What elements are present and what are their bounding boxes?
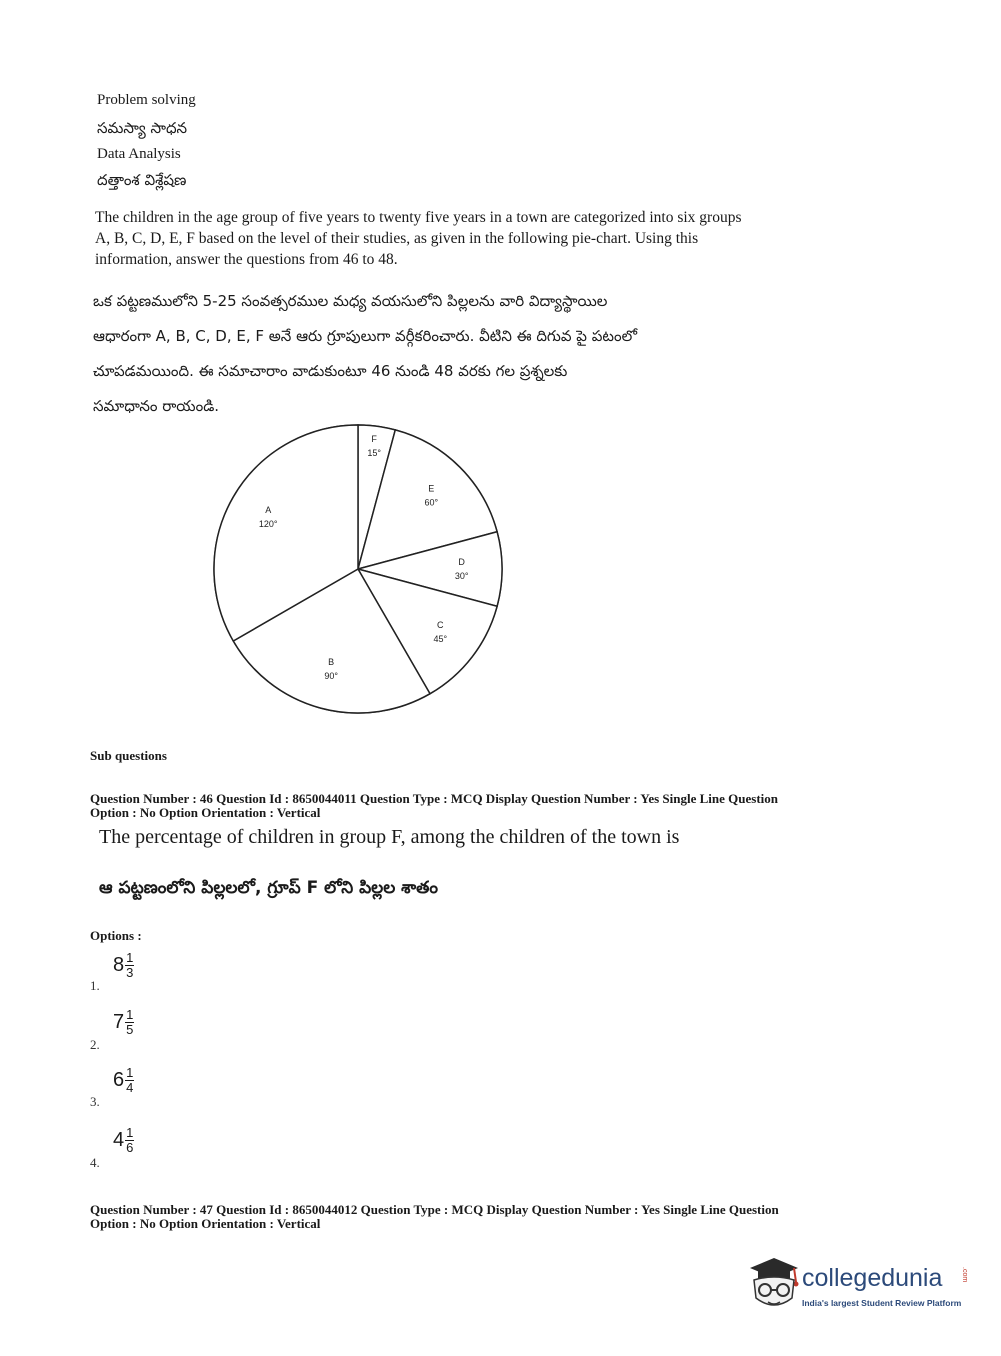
option-1[interactable] (113, 951, 134, 980)
sub-questions-label: Sub questions (90, 748, 167, 763)
pie-value-e: 60° (424, 497, 439, 508)
pie-value-c: 45° (433, 634, 448, 645)
option-3-denominator: 4 (126, 1080, 134, 1095)
mascot-icon (744, 1254, 800, 1316)
option-3-numerator: 1 (126, 1065, 134, 1080)
pie-label-b: B (328, 657, 335, 668)
section-title-te: సమస్యా సాధన (97, 119, 188, 137)
option-4-number: 4. (90, 1155, 100, 1170)
pie-value-a: 120° (258, 519, 278, 530)
q47-meta-line-2: Option : No Option Orientation : Vertical (90, 1216, 321, 1231)
option-2-denominator: 5 (126, 1022, 134, 1037)
section-title-en: Problem solving (97, 92, 196, 108)
option-3-whole: 6 (113, 1069, 125, 1091)
passage-te-line-4: సమాధానం రాయండి. (93, 397, 220, 415)
option-3[interactable] (113, 1066, 134, 1095)
option-2-numerator: 1 (126, 1007, 134, 1022)
option-4[interactable] (113, 1126, 134, 1155)
pie-label-a: A (265, 505, 272, 516)
option-1-denominator: 3 (126, 965, 134, 980)
q46-meta-line-2: Option : No Option Orientation : Vertical (90, 805, 321, 820)
pie-chart (200, 418, 520, 728)
pie-label-f: F (371, 434, 377, 445)
q47-meta-line-1: Question Number : 47 Question Id : 8650044012 Question Type : MCQ Display Question Number : Yes Single Line Question (90, 1202, 779, 1217)
option-4-whole: 4 (113, 1129, 125, 1151)
option-2-whole: 7 (113, 1011, 125, 1033)
option-2-number: 2. (90, 1037, 100, 1052)
passage-te-line-3: చూపడమయింది. ఈ సమాచారాం వాడుకుంటూ 46 నుండి 48 వరకు గల ప్రశ్నలకు (93, 362, 568, 380)
passage-en: The children in the age group of five years to twenty five years in a town are categorized into six groups A, B, C, D, E, F based on the level of their studies, as given in the following pie-chart. Using this information, answer the questions from 46 to 48. (95, 209, 742, 268)
pie-value-b: 90° (324, 671, 338, 682)
option-1-whole: 8 (113, 954, 125, 976)
option-2[interactable] (113, 1008, 134, 1037)
subsection-title-te: దత్తాంశ విశ్లేషణ (97, 171, 187, 189)
pie-label-e: E (428, 483, 435, 494)
logo-name: collegedunia (802, 1264, 943, 1292)
pie-value-f: 15° (367, 448, 381, 459)
collegedunia-logo[interactable] (744, 1254, 974, 1316)
logo-tagline: India's largest Student Review Platform (802, 1298, 962, 1308)
logo-suffix: .com (961, 1267, 968, 1283)
options-label: Options : (90, 928, 142, 943)
pie-value-d: 30° (454, 571, 469, 581)
option-1-numerator: 1 (126, 950, 134, 965)
q46-text-en: The percentage of children in group F, among the children of the town is (99, 826, 680, 848)
option-3-number: 3. (90, 1094, 100, 1109)
pie-label-d: D (458, 557, 465, 567)
option-4-denominator: 6 (126, 1140, 134, 1155)
pie-label-c: C (437, 620, 444, 631)
q46-meta-line-1: Question Number : 46 Question Id : 8650044011 Question Type : MCQ Display Question Number : Yes Single Line Question (90, 791, 778, 806)
q46-text-te: ఆ పట్టణంలోని పిల్లలలో, గ్రూప్ F లోని పిల్లల శాతం (99, 878, 439, 898)
option-1-number: 1. (90, 978, 100, 993)
subsection-title-en: Data Analysis (97, 146, 181, 162)
passage-te-line-2: ఆధారంగా A, B, C, D, E, F అనే ఆరు గ్రూపులుగా వర్గీకరించారు. వీటిని ఈ దిగువ పై పటంలో (93, 327, 638, 345)
passage-te-line-1: ఒక పట్టణములోని 5-25 సంవత్సరముల మధ్య వయసులోని పిల్లలను వారి విద్యాస్థాయిల (93, 292, 608, 310)
option-4-numerator: 1 (126, 1125, 134, 1140)
